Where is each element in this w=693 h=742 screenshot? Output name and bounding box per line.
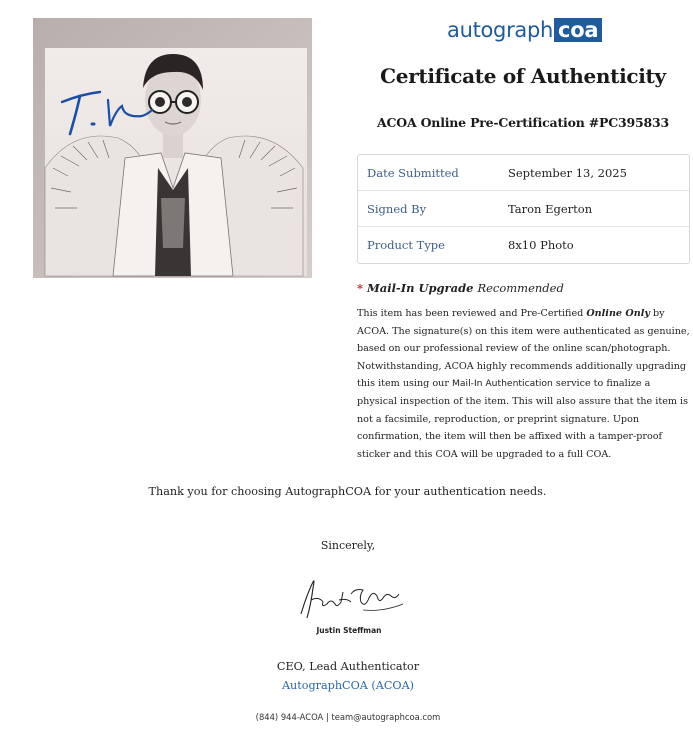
sincerely-text: Sincerely, [320, 539, 376, 552]
details-label: Date Submitted [367, 165, 459, 180]
autograph-ink-icon [52, 80, 162, 142]
details-value: September 13, 2025 [508, 165, 627, 180]
thank-you-message: Thank you for choosing AutographCOA for your authentication needs. [148, 485, 547, 498]
photo-illustration [33, 18, 312, 278]
upgrade-notice-text: This item has been reviewed and Pre-Certified Online Only by ACOA. The signature(s) on this item were authenticated as genuine, based on our professional review of the online scan/photograph. Notwithstanding, ACOA highly recommends additionally upgrading this item using our Mail-In Authentication service to finalize a physical inspection of the item. This will also assure that the item is not a facsimile, reproduction, or preprint signature. Upon confirmation, the item will then be affixed with a tamper-proof sticker and this COA will be upgraded to a full COA. [357, 308, 690, 460]
organization-link[interactable]: AutographCOA (ACOA) [281, 679, 415, 692]
details-label: Product Type [367, 238, 445, 252]
details-value: 8x10 Photo [508, 238, 574, 252]
signer-name: Justin Steffman [316, 626, 382, 635]
ceo-signature-icon [293, 574, 408, 622]
details-label: Signed By [367, 201, 427, 216]
signer-role: CEO, Lead Authenticator [276, 660, 420, 673]
asterisk-icon: * [357, 281, 364, 295]
certification-number: ACOA Online Pre-Certification #PC395833 [377, 115, 669, 130]
upgrade-notice-heading: * Mail-In Upgrade Recommended [357, 281, 564, 295]
certificate-details-table [357, 154, 690, 264]
details-row-signed-by [358, 191, 689, 227]
details-value: Taron Egerton [508, 201, 593, 216]
mail-in-authentication-link[interactable]: Mail-In Authentication [451, 378, 553, 390]
autographed-photo [33, 18, 312, 278]
details-row-product-type [358, 227, 689, 263]
certificate-title: Certificate of Authenticity [380, 64, 666, 88]
autographcoa-logo: autograph coa [447, 17, 602, 43]
contact-info: (844) 944-ACOA | team@autographcoa.com [255, 712, 441, 722]
details-row-date-submitted [358, 155, 689, 191]
